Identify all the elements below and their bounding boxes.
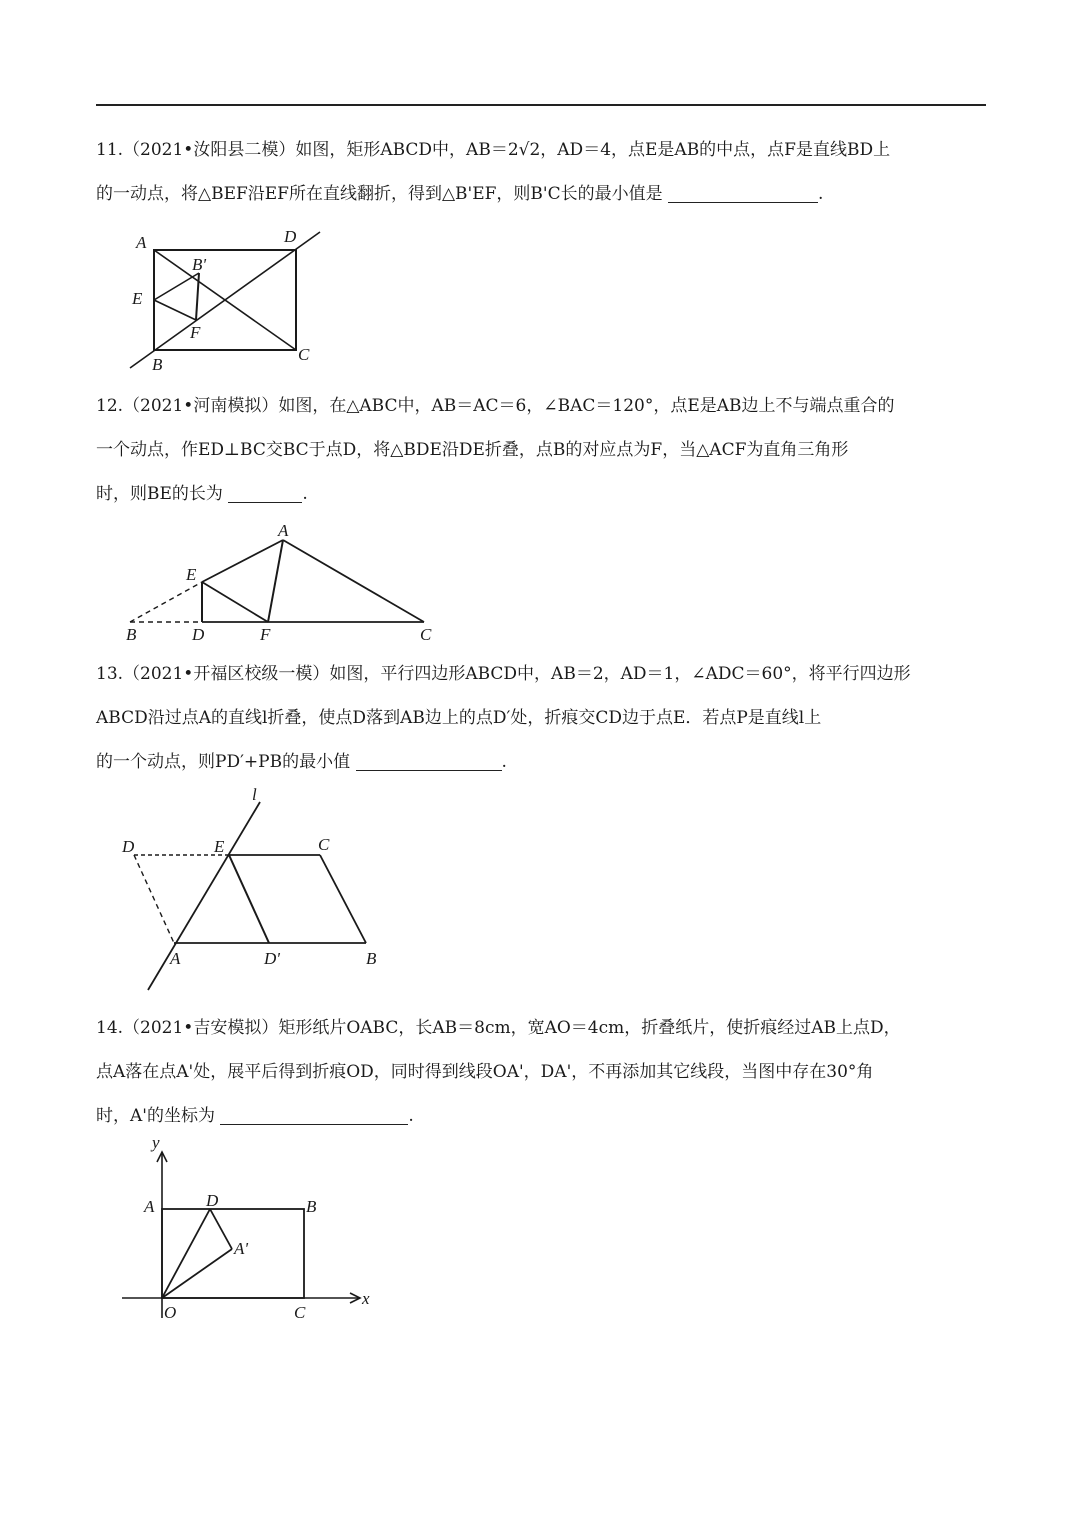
question-14-line-1: 14.（2021•吉安模拟）矩形纸片OABC，长AB＝8cm，宽AO＝4cm，折叠纸片，使折痕经过AB上点D， xyxy=(96,1018,901,1038)
question-12-line-2: 一个动点，作ED⊥BC交BC于点D，将△BDE沿DE折叠，点B的对应点为F，当△ACF为直角三角形 xyxy=(96,440,849,460)
question-13-line-2: ABCD沿过点A的直线l折叠，使点D落到AB边上的点D′处，折痕交CD边于点E．若点P是直线l上 xyxy=(96,708,822,728)
label-A: A xyxy=(170,949,181,968)
label-l: l xyxy=(252,785,257,804)
label-B: B xyxy=(366,949,377,968)
label-C: C xyxy=(420,625,432,644)
label-D: D xyxy=(122,837,135,856)
question-14-line-2: 点A落在点A'处，展平后得到折痕OD，同时得到线段OA'，DA'，不再添加其它线段，当图中存在30°角 xyxy=(96,1062,874,1082)
question-14 xyxy=(96,1006,986,1138)
header-rule xyxy=(96,104,986,106)
figure-11 xyxy=(118,222,338,377)
label-C: C xyxy=(294,1303,306,1322)
question-12-line-3: 时，则BE的长为 . xyxy=(96,484,308,504)
label-B-prime: B' xyxy=(192,255,207,274)
label-D-prime: D' xyxy=(264,949,280,968)
figure-12 xyxy=(118,518,448,646)
answer-blank-13[interactable] xyxy=(356,750,502,771)
label-B: B xyxy=(306,1197,317,1216)
answer-blank-14[interactable] xyxy=(220,1104,408,1125)
label-D: D xyxy=(284,227,297,246)
question-12 xyxy=(96,384,986,516)
answer-blank-11[interactable] xyxy=(668,182,818,203)
label-C: C xyxy=(318,835,330,854)
figure-13 xyxy=(112,784,402,996)
question-11-line-2: 的一动点，将△BEF沿EF所在直线翻折，得到△B'EF，则B'C长的最小值是 . xyxy=(96,184,824,204)
question-13-line-3: 的一个动点，则PD′+PB的最小值 . xyxy=(96,752,507,772)
label-y: y xyxy=(152,1133,160,1152)
label-x: x xyxy=(362,1289,370,1308)
label-F: F xyxy=(190,323,201,342)
label-A-prime: A' xyxy=(234,1239,249,1258)
label-E: E xyxy=(132,289,143,308)
figure-14 xyxy=(116,1132,386,1324)
question-13-line-1: 13.（2021•开福区校级一模）如图，平行四边形ABCD中，AB＝2，AD＝1，∠ADC＝60°，将平行四边形 xyxy=(96,664,911,684)
label-D: D xyxy=(192,625,205,644)
label-O: O xyxy=(164,1303,177,1322)
label-B: B xyxy=(152,355,163,374)
question-12-line-1: 12.（2021•河南模拟）如图，在△ABC中，AB＝AC＝6，∠BAC＝120°，点E是AB边上不与端点重合的 xyxy=(96,396,895,416)
label-A: A xyxy=(144,1197,155,1216)
question-13 xyxy=(96,652,986,784)
question-11 xyxy=(96,128,986,216)
label-A: A xyxy=(136,233,147,252)
label-E: E xyxy=(186,565,197,584)
label-F: F xyxy=(260,625,271,644)
label-A: A xyxy=(278,521,289,540)
answer-blank-12[interactable] xyxy=(228,482,302,503)
question-11-line-1: 11.（2021•汝阳县二模）如图，矩形ABCD中，AB＝2√2，AD＝4，点E是AB的中点，点F是直线BD上 xyxy=(96,140,891,160)
label-C: C xyxy=(298,345,310,364)
label-E: E xyxy=(214,837,225,856)
label-B: B xyxy=(126,625,137,644)
label-D: D xyxy=(206,1191,219,1210)
question-14-line-3: 时，A'的坐标为 . xyxy=(96,1106,414,1126)
